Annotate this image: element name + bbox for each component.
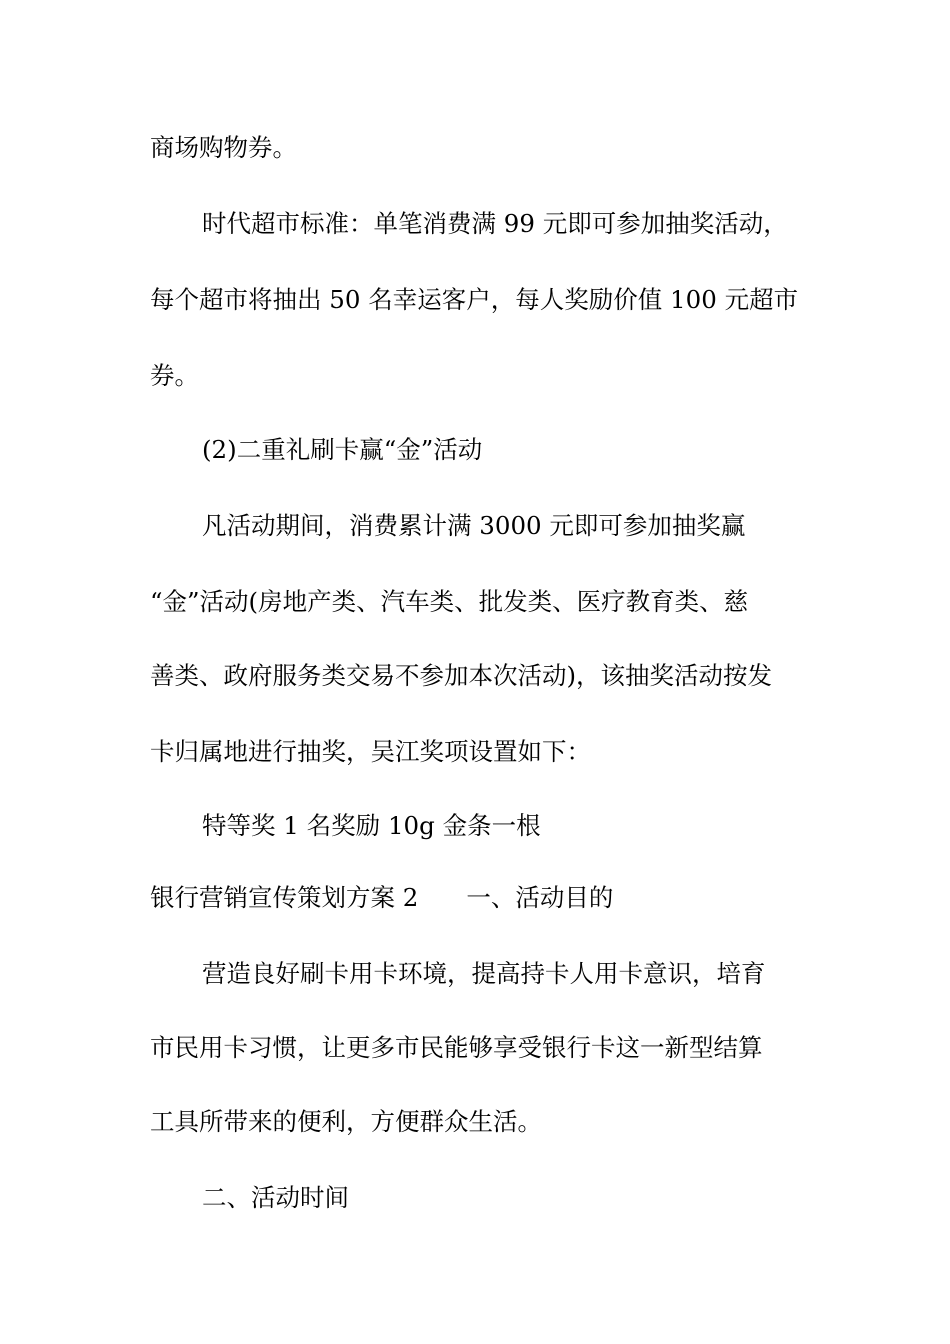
text-line: 营造良好刷卡用卡环境，提高持卡人用卡意识，培育 [202,959,766,988]
text-line: 凡活动期间，消费累计满 3000 元即可参加抽奖赢 [202,511,746,540]
section-title-line [150,882,830,914]
text-line: 时代超市标准：单笔消费满 99 元即可参加抽奖活动， [202,209,788,238]
prize-line: 特等奖 1 名奖励 10g 金条一根 [202,811,541,840]
text-line: 券。 [150,361,199,390]
text-line: “金”活动(房地产类、汽车类、批发类、医疗教育类、慈 [150,587,749,616]
text-line: 工具所带来的便利，方便群众生活。 [150,1107,542,1136]
section-heading: 一、活动目的 [466,883,614,912]
text-line: 每个超市将抽出 50 名幸运客户，每人奖励价值 100 元超市 [150,285,799,314]
subsection-heading: (2)二重礼刷卡赢“金”活动 [202,435,483,464]
section-title: 银行营销宣传策划方案 2 [150,883,419,912]
text-line: 商场购物券。 [150,133,297,162]
text-line: 卡归属地进行抽奖，吴江奖项设置如下： [150,737,591,766]
text-line: 善类、政府服务类交易不参加本次活动)，该抽奖活动按发 [150,661,773,690]
section-heading-time: 二、活动时间 [202,1183,349,1212]
text-line: 市民用卡习惯，让更多市民能够享受银行卡这一新型结算 [150,1033,763,1062]
